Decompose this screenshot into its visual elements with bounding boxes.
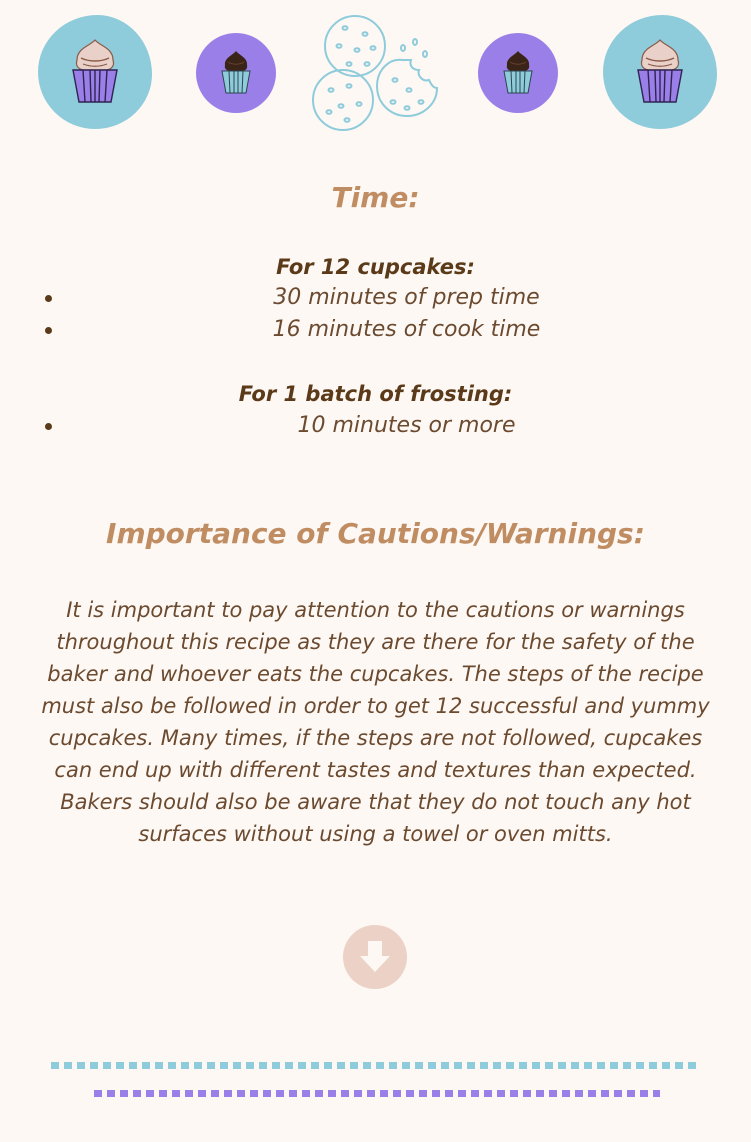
arrow-down-icon [358,939,392,975]
cupcakes-time-label: For 12 cupcakes: [276,255,475,279]
decorative-header [0,0,751,140]
cupcake-icon [603,15,717,129]
dotted-divider-blue [51,1062,701,1069]
list-item [0,283,751,313]
list-item-text: 30 minutes of prep time [273,285,540,310]
cookies-icon [305,8,447,132]
cupcake-icon [38,15,152,129]
cupcake-icon [196,33,276,113]
cupcake-icon [478,33,558,113]
scroll-down-button[interactable] [343,925,407,989]
list-item-text: 16 minutes of cook time [272,317,541,342]
frosting-time-label: For 1 batch of frosting: [238,382,513,406]
bullet-icon [45,423,52,430]
list-item [0,315,751,345]
list-item [0,411,751,441]
cautions-paragraph: It is important to pay attention to the cautions or warnings throughout this recipe as they are there for the safety of the baker and whoever eats the cupcakes. The steps of the recipe must also be followed in order to get 12 successful and yummy cupcakes. Many times, if the steps are not followed, cupcakes can end up with different tastes and textures than expected. Bakers should also be aware that they do not touch any hot surfaces without using a towel or oven mitts. [41,598,710,846]
bullet-icon [45,327,52,334]
dotted-divider-purple [94,1090,660,1097]
time-heading: Time: [331,181,420,214]
bullet-icon [45,295,52,302]
cautions-heading: Importance of Cautions/Warnings: [106,517,645,550]
list-item-text: 10 minutes or more [297,413,516,438]
